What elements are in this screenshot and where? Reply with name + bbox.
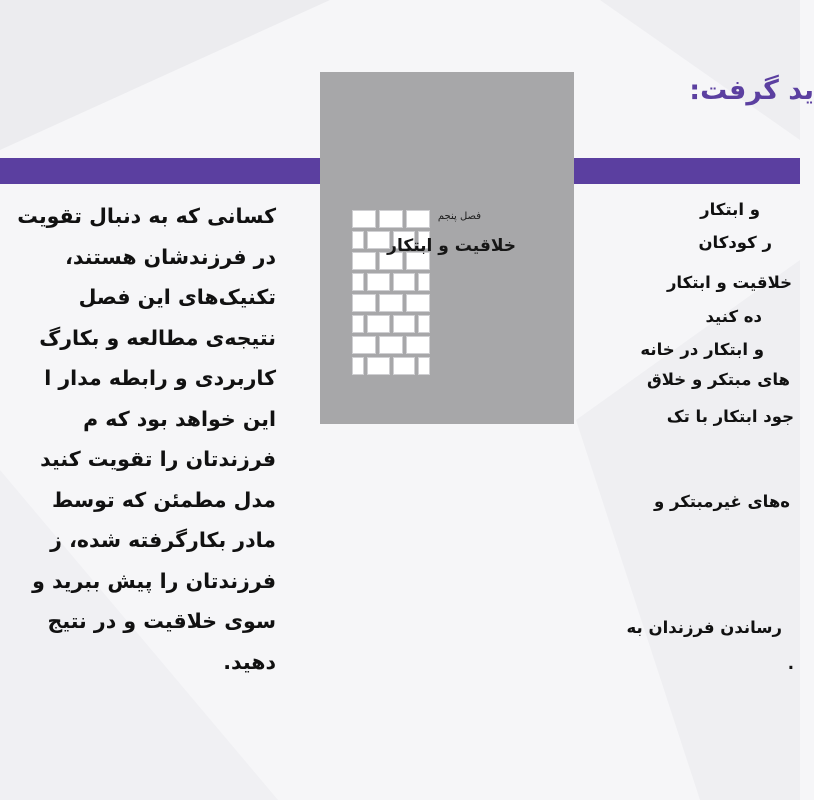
left-line: دهید.	[223, 649, 276, 674]
book-subtitle: فصل پنجم	[437, 211, 481, 222]
right-line: ه‌های غیرمبتکر و	[653, 492, 790, 511]
right-line: های مبتکر و خلاق	[647, 370, 790, 389]
left-line: سوی خلاقیت و در نتیج	[47, 609, 276, 633]
left-line: کسانی که به دنبال تقویت	[17, 204, 276, 228]
left-line: فرزندتان را تقویت کنید	[40, 447, 276, 471]
left-line: تکنیک‌های این فصل	[78, 285, 276, 309]
left-line: این خواهد بود که م	[83, 406, 276, 431]
left-line: مدل مطمئن که توسط	[52, 487, 276, 512]
left-line: نتیجه‌ی مطالعه و بکارگ	[39, 325, 276, 350]
left-line: در فرزندشان هستند،	[65, 244, 276, 269]
left-line: فرزندتان را پیش ببرید و	[32, 568, 276, 593]
book-title: خلاقیت و ابتکار	[387, 236, 516, 256]
right-line: خلاقیت و ابتکار	[666, 273, 792, 292]
left-paragraph	[0, 196, 276, 682]
right-heading-clip	[684, 60, 814, 120]
left-line: مادر بکارگرفته شده، ز	[50, 528, 276, 552]
right-line: رساندن فرزندان به	[626, 618, 782, 637]
right-line: .	[787, 654, 794, 673]
left-line: کاربردی و رابطه مدار ا	[44, 366, 276, 390]
right-line: ده کنید	[705, 307, 762, 326]
book-cover-image	[320, 72, 574, 424]
right-line: جود ابتکار با تک	[666, 407, 794, 426]
right-text-panel	[576, 184, 800, 800]
right-line: و ابتکار در خانه	[640, 340, 764, 359]
right-line: ر کودکان	[698, 233, 772, 252]
right-line: و ابتکار	[700, 200, 760, 219]
left-text-panel	[0, 184, 278, 800]
right-heading: ید گرفت:	[689, 75, 814, 106]
